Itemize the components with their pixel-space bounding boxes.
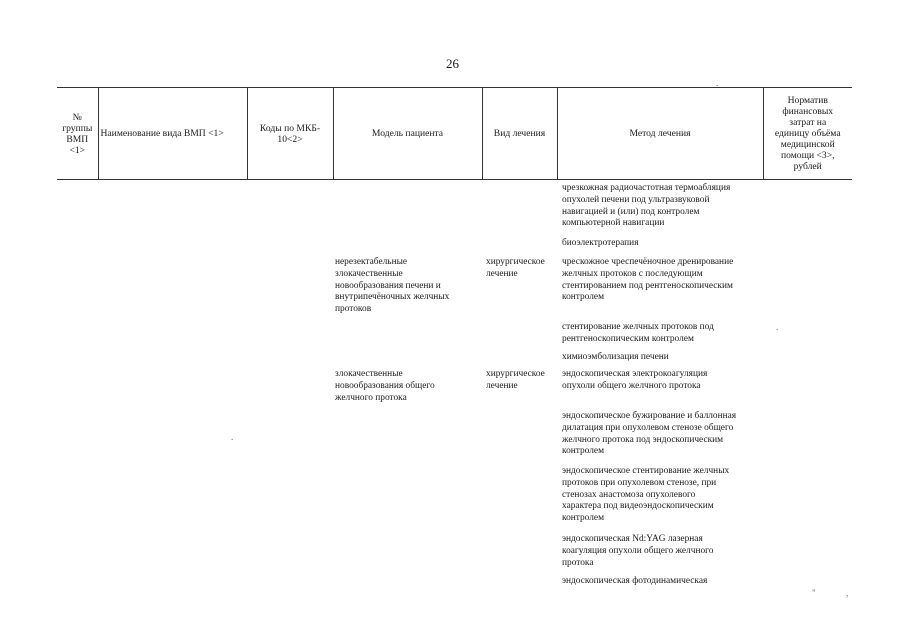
method-cell: химиоэмболизация печени [562, 352, 669, 362]
method-cell: чрескожное чреспечёночное дренирование желчных протоков с последующим стентированием под рентгеноскопическим контролем [562, 257, 734, 303]
method-cell: биоэлектротерапия [562, 238, 639, 248]
table-header-row [57, 88, 852, 180]
header-group-number: № группы ВМП <1> [57, 88, 98, 180]
header-treatment-method: Метод лечения [557, 88, 763, 180]
header-patient-model: Модель пациента [333, 88, 482, 180]
scan-speck: " [812, 588, 816, 598]
header-treatment-type: Вид лечения [482, 88, 557, 180]
scan-speck: , [846, 588, 849, 598]
method-cell: стентирование желчных протоков под рентгеноскопическим контролем [562, 322, 714, 344]
method-cell: эндоскопическое стентирование желчных протоков при опухолевом стенозе, при стенозах анастомоза опухолевого характера под видеоэндоскопическим контролем [562, 466, 730, 524]
method-cell: эндоскопическая Nd:YAG лазерная коагуляция опухоли общего желчного протока [562, 534, 714, 568]
method-cell: эндоскопическая фотодинамическая [562, 576, 708, 586]
header-mkb-codes: Коды по МКБ- 10<2> [247, 88, 333, 180]
method-cell: эндоскопическое бужирование и баллонная дилатация при опухолевом стенозе общего желчного протока под эндоскопическим контролем [562, 411, 737, 457]
treatment-type-cell: хирургическое лечение [486, 369, 545, 391]
patient-model-cell: злокачественные новообразования общего желчного протока [335, 369, 435, 403]
scan-speck: . [231, 432, 234, 442]
page-number: 26 [446, 56, 459, 71]
scan-speck: . [716, 78, 719, 88]
method-cell: эндоскопическая электрокоагуляция опухоли общего желчного протока [562, 369, 708, 391]
treatment-type-cell: хирургическое лечение [486, 257, 545, 279]
vmp-table [57, 87, 852, 180]
header-cost-norm: Норматив финансовых затрат на единицу объёма медицинской помощи <3>, рублей [763, 88, 852, 180]
header-vmp-name: Наименование вида ВМП <1> [98, 88, 247, 180]
patient-model-cell: нерезектабельные злокачественные новообразования печени и внутрипечёночных желчных протоков [335, 257, 450, 315]
method-cell: чрезкожная радиочастотная термоабляция опухолей печени под ультразвуковой навигацией и (или) под контролем компьютерной навигации [562, 183, 731, 229]
scan-speck: . [776, 322, 779, 332]
